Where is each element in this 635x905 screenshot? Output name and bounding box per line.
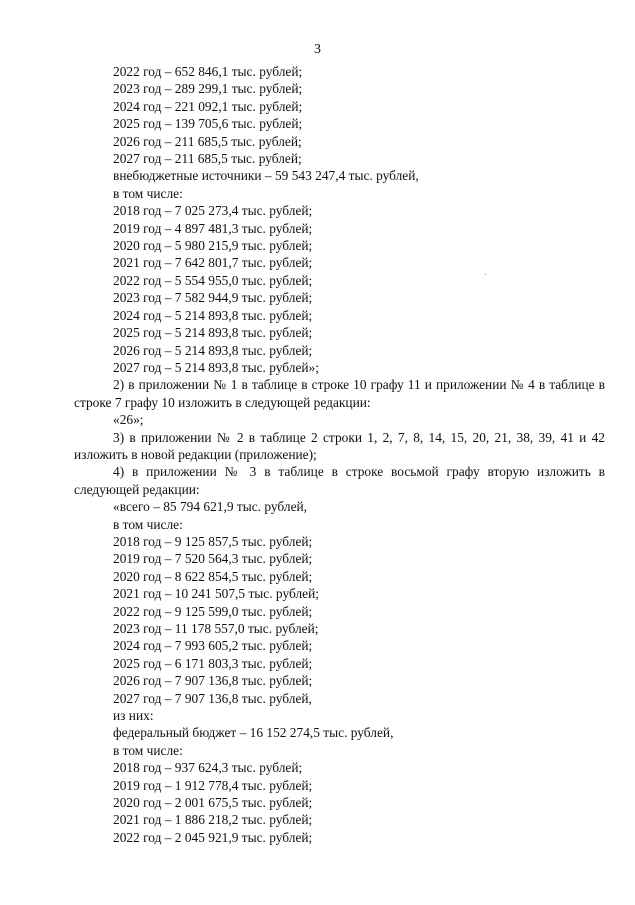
- text-line: 2018 год – 9 125 857,5 тыс. рублей;: [113, 533, 313, 549]
- text-line: в том числе:: [113, 742, 183, 758]
- text-line: 2026 год – 211 685,5 тыс. рублей;: [113, 133, 302, 149]
- text-line: 2025 год – 6 171 803,3 тыс. рублей;: [113, 655, 313, 671]
- text-line: 2022 год – 2 045 921,9 тыс. рублей;: [113, 829, 313, 845]
- text-line: «всего – 85 794 621,9 тыс. рублей,: [113, 499, 308, 515]
- text-line: 2020 год – 5 980 215,9 тыс. рублей;: [113, 238, 313, 254]
- text-line: 2024 год – 221 092,1 тыс. рублей;: [113, 98, 303, 114]
- text-line: 2025 год – 5 214 893,8 тыс. рублей;: [113, 325, 313, 341]
- document-body: [74, 63, 605, 846]
- text-line: 2023 год – 7 582 944,9 тыс. рублей;: [113, 290, 313, 306]
- text-line: 2026 год – 5 214 893,8 тыс. рублей;: [113, 342, 313, 358]
- text-line: 2018 год – 937 624,3 тыс. рублей;: [113, 760, 303, 776]
- text-line: 2025 год – 139 705,6 тыс. рублей;: [113, 116, 303, 132]
- text-line: 2027 год – 211 685,5 тыс. рублей;: [113, 151, 302, 167]
- text-line: 2021 год – 1 886 218,2 тыс. рублей;: [113, 812, 313, 828]
- text-line: в том числе:: [113, 516, 183, 532]
- text-line: 2021 год – 7 642 801,7 тыс. рублей;: [113, 255, 313, 271]
- text-line: 2023 год – 11 178 557,0 тыс. рублей;: [113, 621, 319, 636]
- text-line: 2027 год – 7 907 136,8 тыс. рублей,: [113, 690, 312, 706]
- page-number: 3: [314, 42, 321, 57]
- text-line: в том числе:: [113, 185, 183, 201]
- text-line: 2018 год – 7 025 273,4 тыс. рублей;: [113, 203, 313, 219]
- text-line: 2026 год – 7 907 136,8 тыс. рублей;: [113, 673, 313, 689]
- funding-block-new: [74, 498, 605, 846]
- text-line: 2021 год – 10 241 507,5 тыс. рублей;: [113, 586, 319, 602]
- text-line: федеральный бюджет – 16 152 274,5 тыс. рублей,: [113, 725, 394, 741]
- amendment-item-4: 4) в приложении № 3 в таблице в строке восьмой графу вторую изложить в следующей редакции:: [74, 464, 605, 497]
- scan-speck: [485, 274, 486, 275]
- funding-block-continued: [74, 63, 605, 376]
- text-line: 2019 год – 7 520 564,3 тыс. рублей;: [113, 551, 313, 567]
- text-line: 2024 год – 5 214 893,8 тыс. рублей;: [113, 307, 313, 323]
- amendment-item-3: 3) в приложении № 2 в таблице 2 строки 1, 2, 7, 8, 14, 15, 20, 21, 38, 39, 41 и 42 изложить в новой редакции (приложение);: [74, 429, 605, 462]
- text-line: 2024 год – 7 993 605,2 тыс. рублей;: [113, 638, 313, 654]
- text-line: 2019 год – 1 912 778,4 тыс. рублей;: [113, 777, 313, 793]
- text-line: 2023 год – 289 299,1 тыс. рублей;: [113, 81, 303, 97]
- text-line: внебюджетные источники – 59 543 247,4 тыс. рублей,: [113, 168, 419, 184]
- text-line: 2019 год – 4 897 481,3 тыс. рублей;: [113, 220, 313, 236]
- amendment-item-2: 2) в приложении № 1 в таблице в строке 10 графу 11 и приложении № 4 в таблице в строке 7 графу 10 изложить в следующей редакции:: [74, 377, 605, 410]
- amendment-value-line: «26»;: [113, 412, 144, 428]
- text-line: 2022 год – 9 125 599,0 тыс. рублей;: [113, 603, 313, 619]
- text-line: 2020 год – 8 622 854,5 тыс. рублей;: [113, 568, 313, 584]
- text-line: 2020 год – 2 001 675,5 тыс. рублей;: [113, 795, 313, 811]
- text-line: из них:: [113, 708, 154, 724]
- text-line: 2022 год – 5 554 955,0 тыс. рублей;: [113, 272, 313, 288]
- text-line: 2022 год – 652 846,1 тыс. рублей;: [113, 64, 303, 79]
- text-line: 2027 год – 5 214 893,8 тыс. рублей»;: [113, 359, 319, 375]
